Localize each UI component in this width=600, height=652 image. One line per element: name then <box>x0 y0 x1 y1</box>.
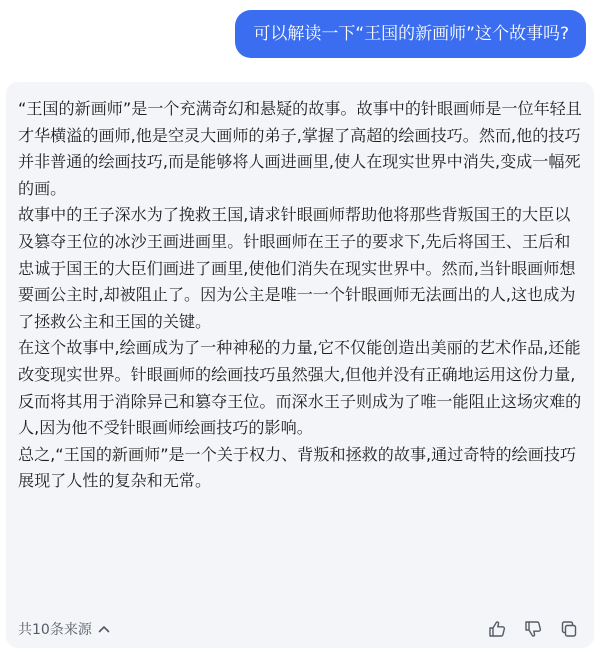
assistant-answer <box>18 96 582 495</box>
assistant-message-card <box>6 82 594 648</box>
like-button[interactable] <box>486 618 508 640</box>
answer-paragraph-3: 在这个故事中,绘画成为了一种神秘的力量,它不仅能创造出美丽的艺术作品,还能改变现实世界。针眼画师的绘画技巧虽然强大,但他并没有正确地运用这份力量,反而将其用于消除异己和篡夺王位。而深水王子则成为了唯一能阻止这场灾难的人,因为他不受针眼画师绘画技巧的影响。 <box>18 338 582 438</box>
answer-paragraph-2: 故事中的王子深水为了挽救王国,请求针眼画师帮助他将那些背叛国王的大臣以及篡夺王位的冰沙王画进画里。针眼画师在王子的要求下,先后将国王、王后和忠诚于国王的大臣们画进了画里,使他们消失在现实世界中。然而,当针眼画师想要画公主时,却被阻止了。因为公主是唯一一个针眼画师无法画出的人,这也成为了拯救公主和王国的关键。 <box>18 205 576 331</box>
answer-paragraph-4: 总之,“王国的新画师”是一个关于权力、背叛和拯救的故事,通过奇特的绘画技巧展现了人性的复杂和无常。 <box>18 444 576 491</box>
copy-icon <box>559 619 579 639</box>
thumbs-down-icon <box>523 619 543 639</box>
chevron-up-icon <box>97 622 111 636</box>
thumbs-up-icon <box>487 619 507 639</box>
answer-paragraph-1: “王国的新画师”是一个充满奇幻和悬疑的故事。故事中的针眼画师是一位年轻且才华横溢的画师,他是空灵大画师的弟子,掌握了高超的绘画技巧。然而,他的技巧并非普通的绘画技巧,而是能够将人画进画里,使人在现实世界中消失,变成一幅死的画。 <box>18 99 582 198</box>
dislike-button[interactable] <box>522 618 544 640</box>
user-message-bubble <box>235 10 586 58</box>
sources-toggle[interactable] <box>18 619 111 639</box>
sources-label: 共10条来源 <box>18 622 92 638</box>
message-actions <box>486 618 580 640</box>
message-footer <box>18 614 580 644</box>
user-message-text: 可以解读一下“王国的新画师”这个故事吗? <box>253 24 569 44</box>
copy-button[interactable] <box>558 618 580 640</box>
